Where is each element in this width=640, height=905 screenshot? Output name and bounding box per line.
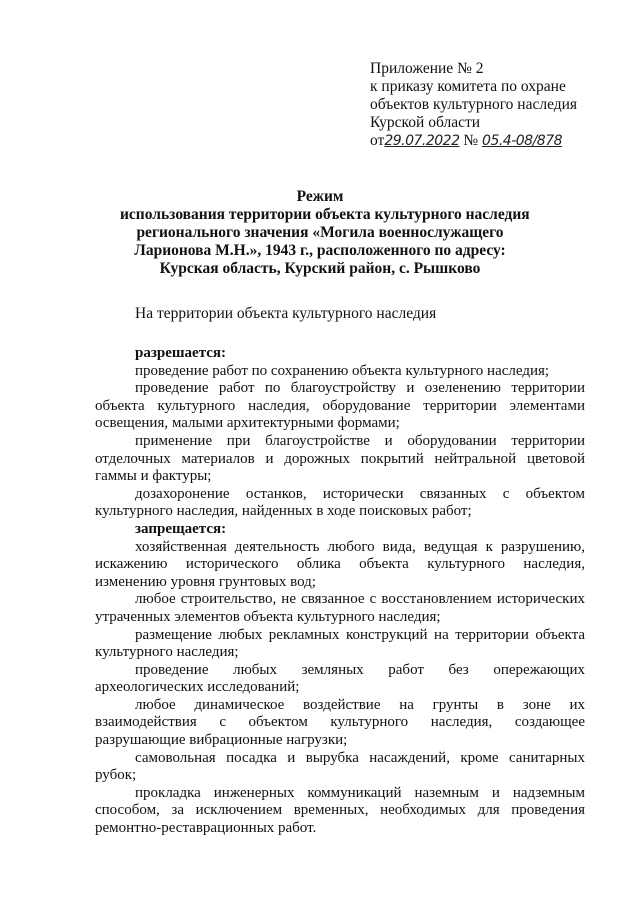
title-line-2: использования территории объекта культурного наследия bbox=[120, 206, 530, 223]
allowed-item: проведение работ по благоустройству и озеленению территории объекта культурного наследия, оборудование территории элементами освещения, малыми архитектурными формами; bbox=[95, 380, 585, 432]
date-prefix: от bbox=[370, 132, 385, 149]
appendix-line-3: объектов культурного наследия bbox=[370, 96, 578, 113]
title-line-4: Ларионова М.Н.», 1943 г., расположенного по адресу: bbox=[134, 242, 506, 259]
forbidden-item: хозяйственная деятельность любого вида, ведущая к разрушению, искажению исторического облика объекта культурного наследия, изменению уровня грунтовых вод; bbox=[95, 538, 585, 590]
appendix-line-4: Курской области bbox=[370, 114, 481, 131]
forbidden-item: любое динамическое воздействие на грунты в зоне их взаимодействия с объектом культурного наследия, создающее разрушающие вибрационные нагрузки; bbox=[95, 696, 585, 749]
forbidden-heading: запрещается: bbox=[135, 520, 227, 537]
document-title bbox=[120, 188, 530, 278]
forbidden-item: проведение любых земляных работ без опережающих археологических исследований; bbox=[95, 661, 585, 696]
forbidden-item: самовольная посадка и вырубка насаждений, кроме санитарных рубок; bbox=[95, 749, 585, 784]
forbidden-item: размещение любых рекламных конструкций на территории объекта культурного наследия; bbox=[95, 626, 585, 661]
appendix-line-2: к приказу комитета по охране bbox=[370, 78, 566, 95]
forbidden-item: любое строительство, не связанное с восстановлением исторических утраченных элементов объекта культурного наследия; bbox=[95, 591, 585, 625]
allowed-heading: разрешается: bbox=[135, 345, 227, 361]
title-line-1: Режим bbox=[296, 188, 344, 205]
appendix-line-1: Приложение № 2 bbox=[370, 60, 484, 77]
order-date: 29.07.2022 bbox=[384, 133, 460, 149]
allowed-item: применение при благоустройстве и оборудовании территории отделочных материалов и дорожных покрытий нейтральной цветовой гаммы и фактуры; bbox=[95, 432, 585, 485]
order-number: 05.4-08/878 bbox=[482, 133, 563, 149]
number-prefix: № bbox=[463, 132, 479, 149]
appendix-date-line bbox=[370, 132, 620, 150]
allowed-item: проведение работ по сохранению объекта культурного наследия; bbox=[135, 362, 550, 379]
forbidden-item: прокладка инженерных коммуникаций наземным и надземным способом, за исключением временных, необходимых для проведения ремонтно-реставрационных работ. bbox=[95, 784, 585, 837]
title-line-5: Курская область, Курский район, с. Рышково bbox=[159, 260, 481, 277]
title-line-3: регионального значения «Могила военнослужащего bbox=[136, 224, 504, 241]
intro-text: На территории объекта культурного наследия bbox=[135, 305, 437, 322]
appendix-block bbox=[370, 60, 620, 150]
regime-body bbox=[95, 345, 585, 838]
allowed-item: дозахоронение останков, исторически связанных с объектом культурного наследия, найденных в ходе поисковых работ; bbox=[95, 485, 585, 520]
